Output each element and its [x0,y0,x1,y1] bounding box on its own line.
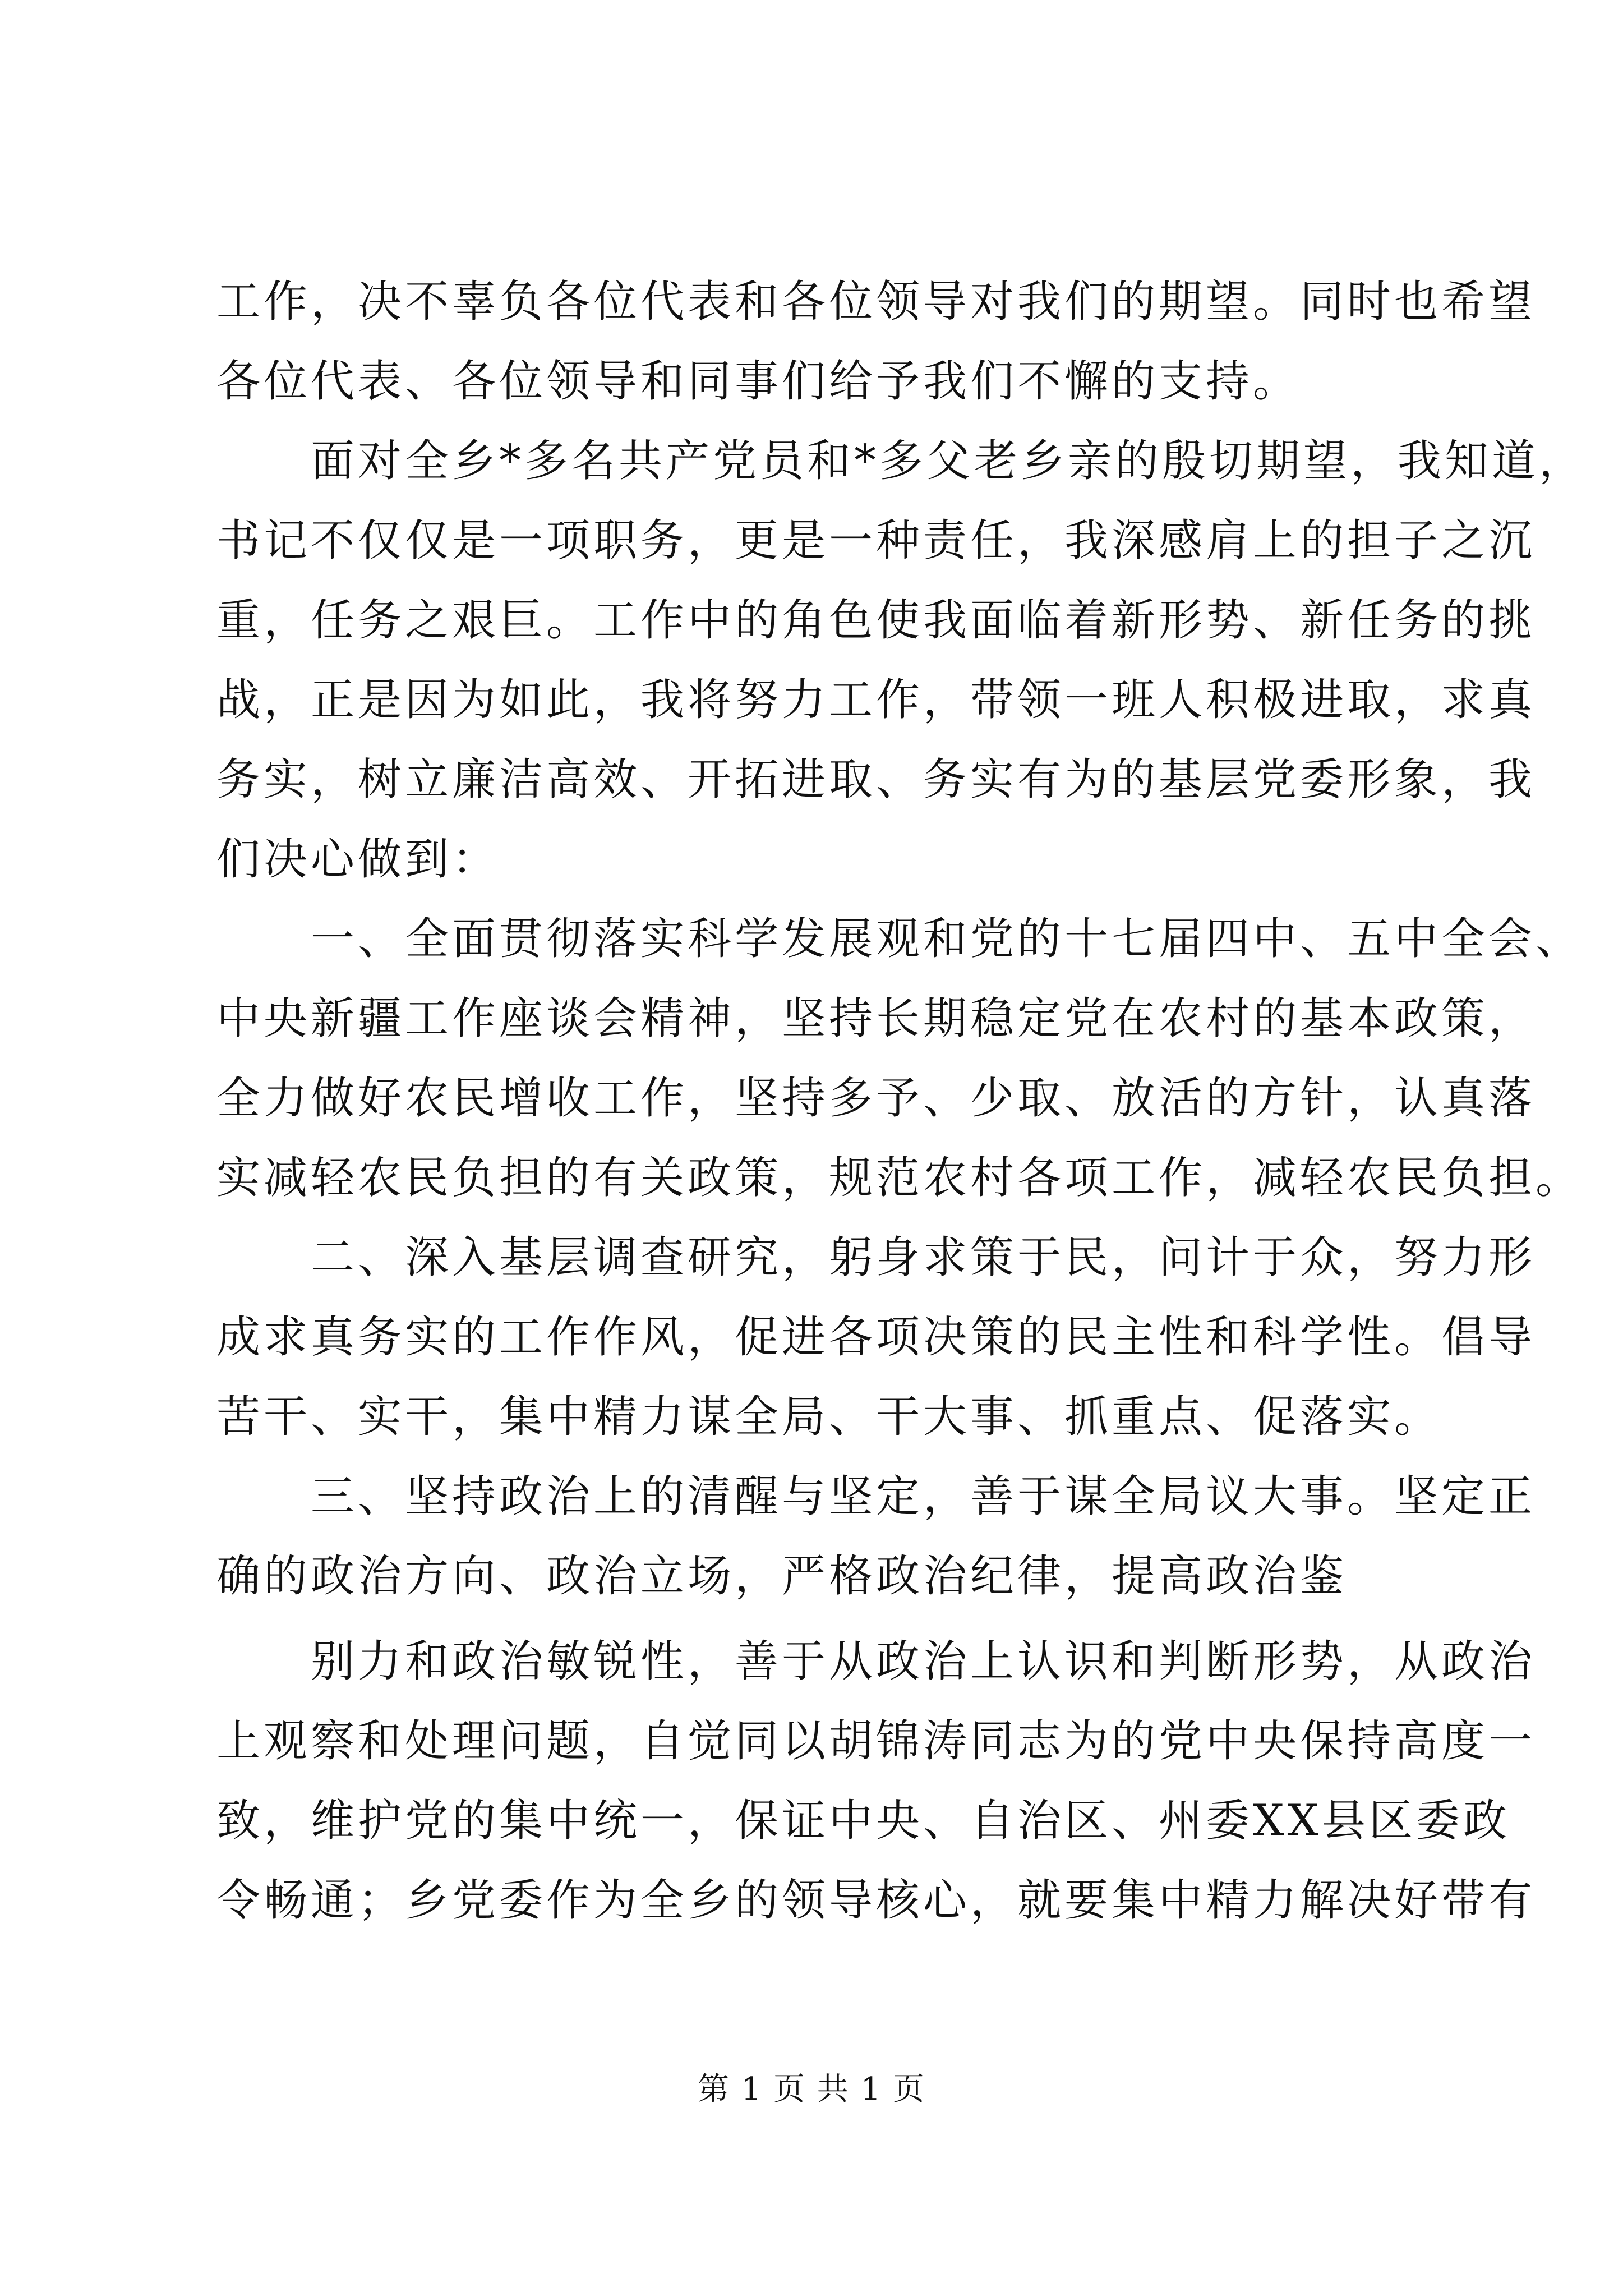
page-number-footer: 第 1 页 共 1 页 [697,2071,926,2108]
text-line: 各位代表、各位领导和同事们给予我们不懈的支持。 [216,356,1301,407]
text-line: 工作，决不辜负各位代表和各位领导对我们的期望。同时也希望 [216,277,1536,327]
text-line: 面对全乡*多名共产党员和*多父老乡亲的殷切期望，我知道， [216,436,1587,486]
text-line: 全力做好农民增收工作，坚持多予、少取、放活的方针，认真落 [216,1073,1536,1124]
text-line: 二、深入基层调查研究，躬身求策于民，问计于众，努力形 [216,1232,1536,1283]
text-line: 上观察和处理问题，自觉同以胡锦涛同志为的党中央保持高度一 [216,1716,1536,1766]
text-line: 确的政治方向、政治立场，严格政治纪律，提高政治鉴 [216,1551,1348,1602]
text-line: 战，正是因为如此，我将努力工作，带领一班人积极进取，求真 [216,675,1536,725]
text-line: 别力和政治敏锐性，善于从政治上认识和判断形势，从政治 [216,1636,1536,1687]
text-line: 务实，树立廉洁高效、开拓进取、务实有为的基层党委形象，我 [216,754,1536,805]
text-line: 中央新疆工作座谈会精神，坚持长期稳定党在农村的基本政策， [216,993,1536,1044]
text-line: 苦干、实干，集中精力谋全局、干大事、抓重点、促落实。 [216,1392,1442,1442]
text-line: 实减轻农民负担的有关政策，规范农村各项工作，减轻农民负担。 [216,1153,1583,1203]
text-line: 成求真务实的工作作风，促进各项决策的民主性和科学性。倡导 [216,1312,1536,1363]
text-line: 一、全面贯彻落实科学发展观和党的十七届四中、五中全会、 [216,914,1583,964]
text-line: 书记不仅仅是一项职务，更是一种责任，我深感肩上的担子之沉 [216,516,1536,566]
text-line: 重，任务之艰巨。工作中的角色使我面临着新形势、新任务的挑 [216,595,1536,646]
document-body [216,262,1587,1940]
text-line: 们决心做到： [216,834,500,885]
text-line: 令畅通；乡党委作为全乡的领导核心，就要集中精力解决好带有 [216,1875,1536,1926]
text-line: 致，维护党的集中统一，保证中央、自治区、州委XX县区委政 [216,1796,1511,1846]
text-line: 三、坚持政治上的清醒与坚定，善于谋全局议大事。坚定正 [216,1471,1536,1522]
